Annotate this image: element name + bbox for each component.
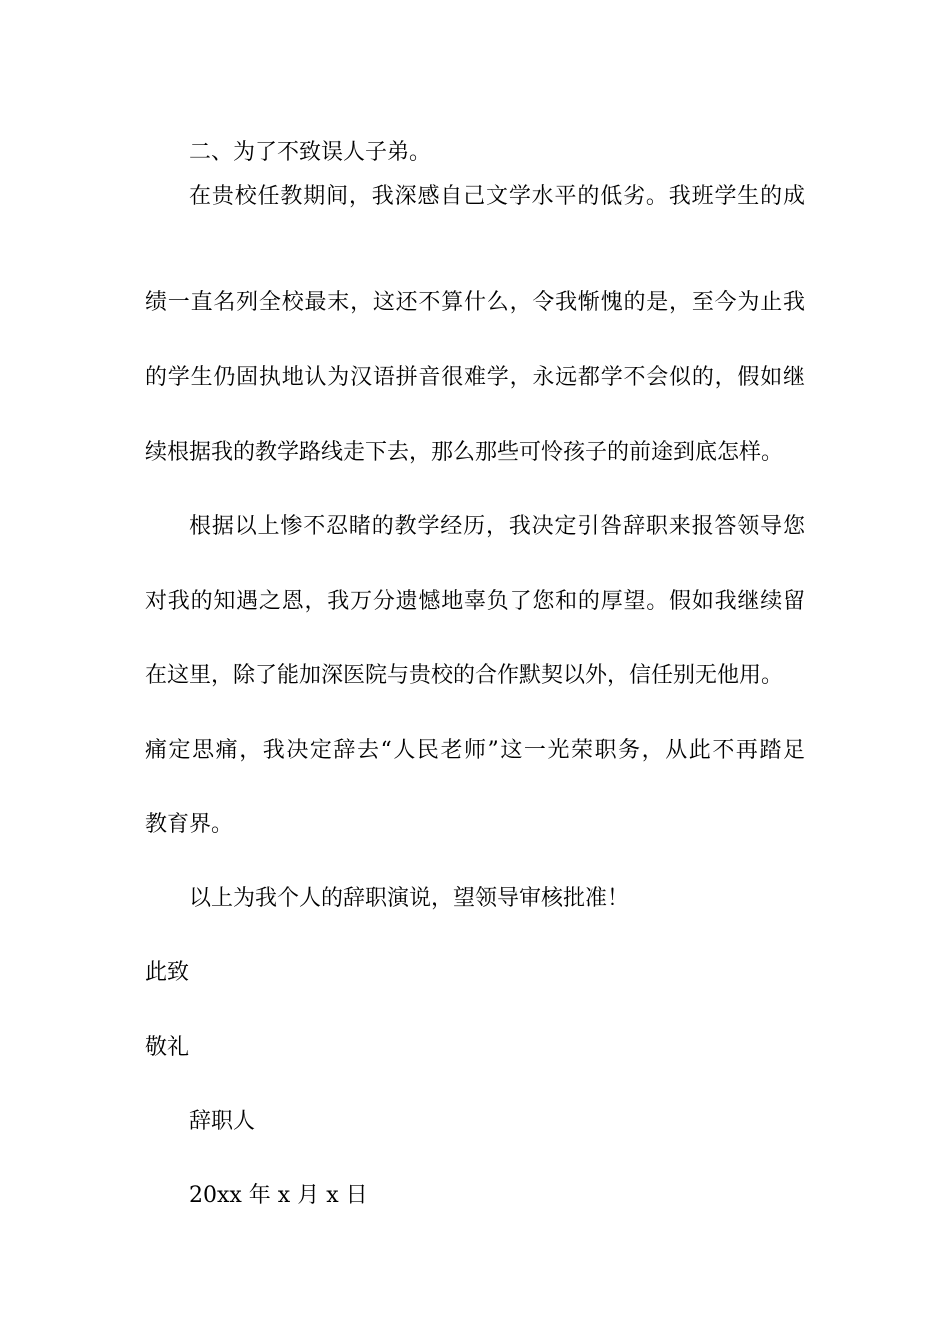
signer-label: 辞职人 [189,1109,256,1134]
paragraph-line: 根据以上惨不忍睹的教学经历，我决定引咎辞职来报答领导您 [189,514,805,539]
closing-request: 以上为我个人的辞职演说，望领导审核批准！ [189,886,630,911]
salutation-line-1: 此致 [145,960,190,985]
section-heading: 二、为了不致误人子弟。 [189,140,432,165]
paragraph-line: 在贵校任教期间，我深感自己文学水平的低劣。我班学生的成 [189,184,805,209]
paragraph-line: 对我的知遇之恩，我万分遗憾地辜负了您和的厚望。假如我继续留 [145,589,805,614]
date-line: 20xx 年 x 月 x 日 [189,1183,368,1208]
paragraph-line: 在这里，除了能加深医院与贵校的合作默契以外，信任别无他用。 [145,663,784,688]
paragraph-line: 的学生仍固执地认为汉语拼音很难学，永远都学不会似的，假如继 [145,365,805,390]
paragraph-line: 绩一直名列全校最末，这还不算什么，令我惭愧的是，至今为止我 [145,290,805,315]
salutation-line-2: 敬礼 [145,1035,190,1060]
paragraph-line: 续根据我的教学路线走下去，那么那些可怜孩子的前途到底怎样。 [145,440,784,465]
paragraph-line: 痛定思痛，我决定辞去“人民老师”这一光荣职务，从此不再踏足 [145,738,805,763]
paragraph-line: 教育界。 [145,812,234,837]
